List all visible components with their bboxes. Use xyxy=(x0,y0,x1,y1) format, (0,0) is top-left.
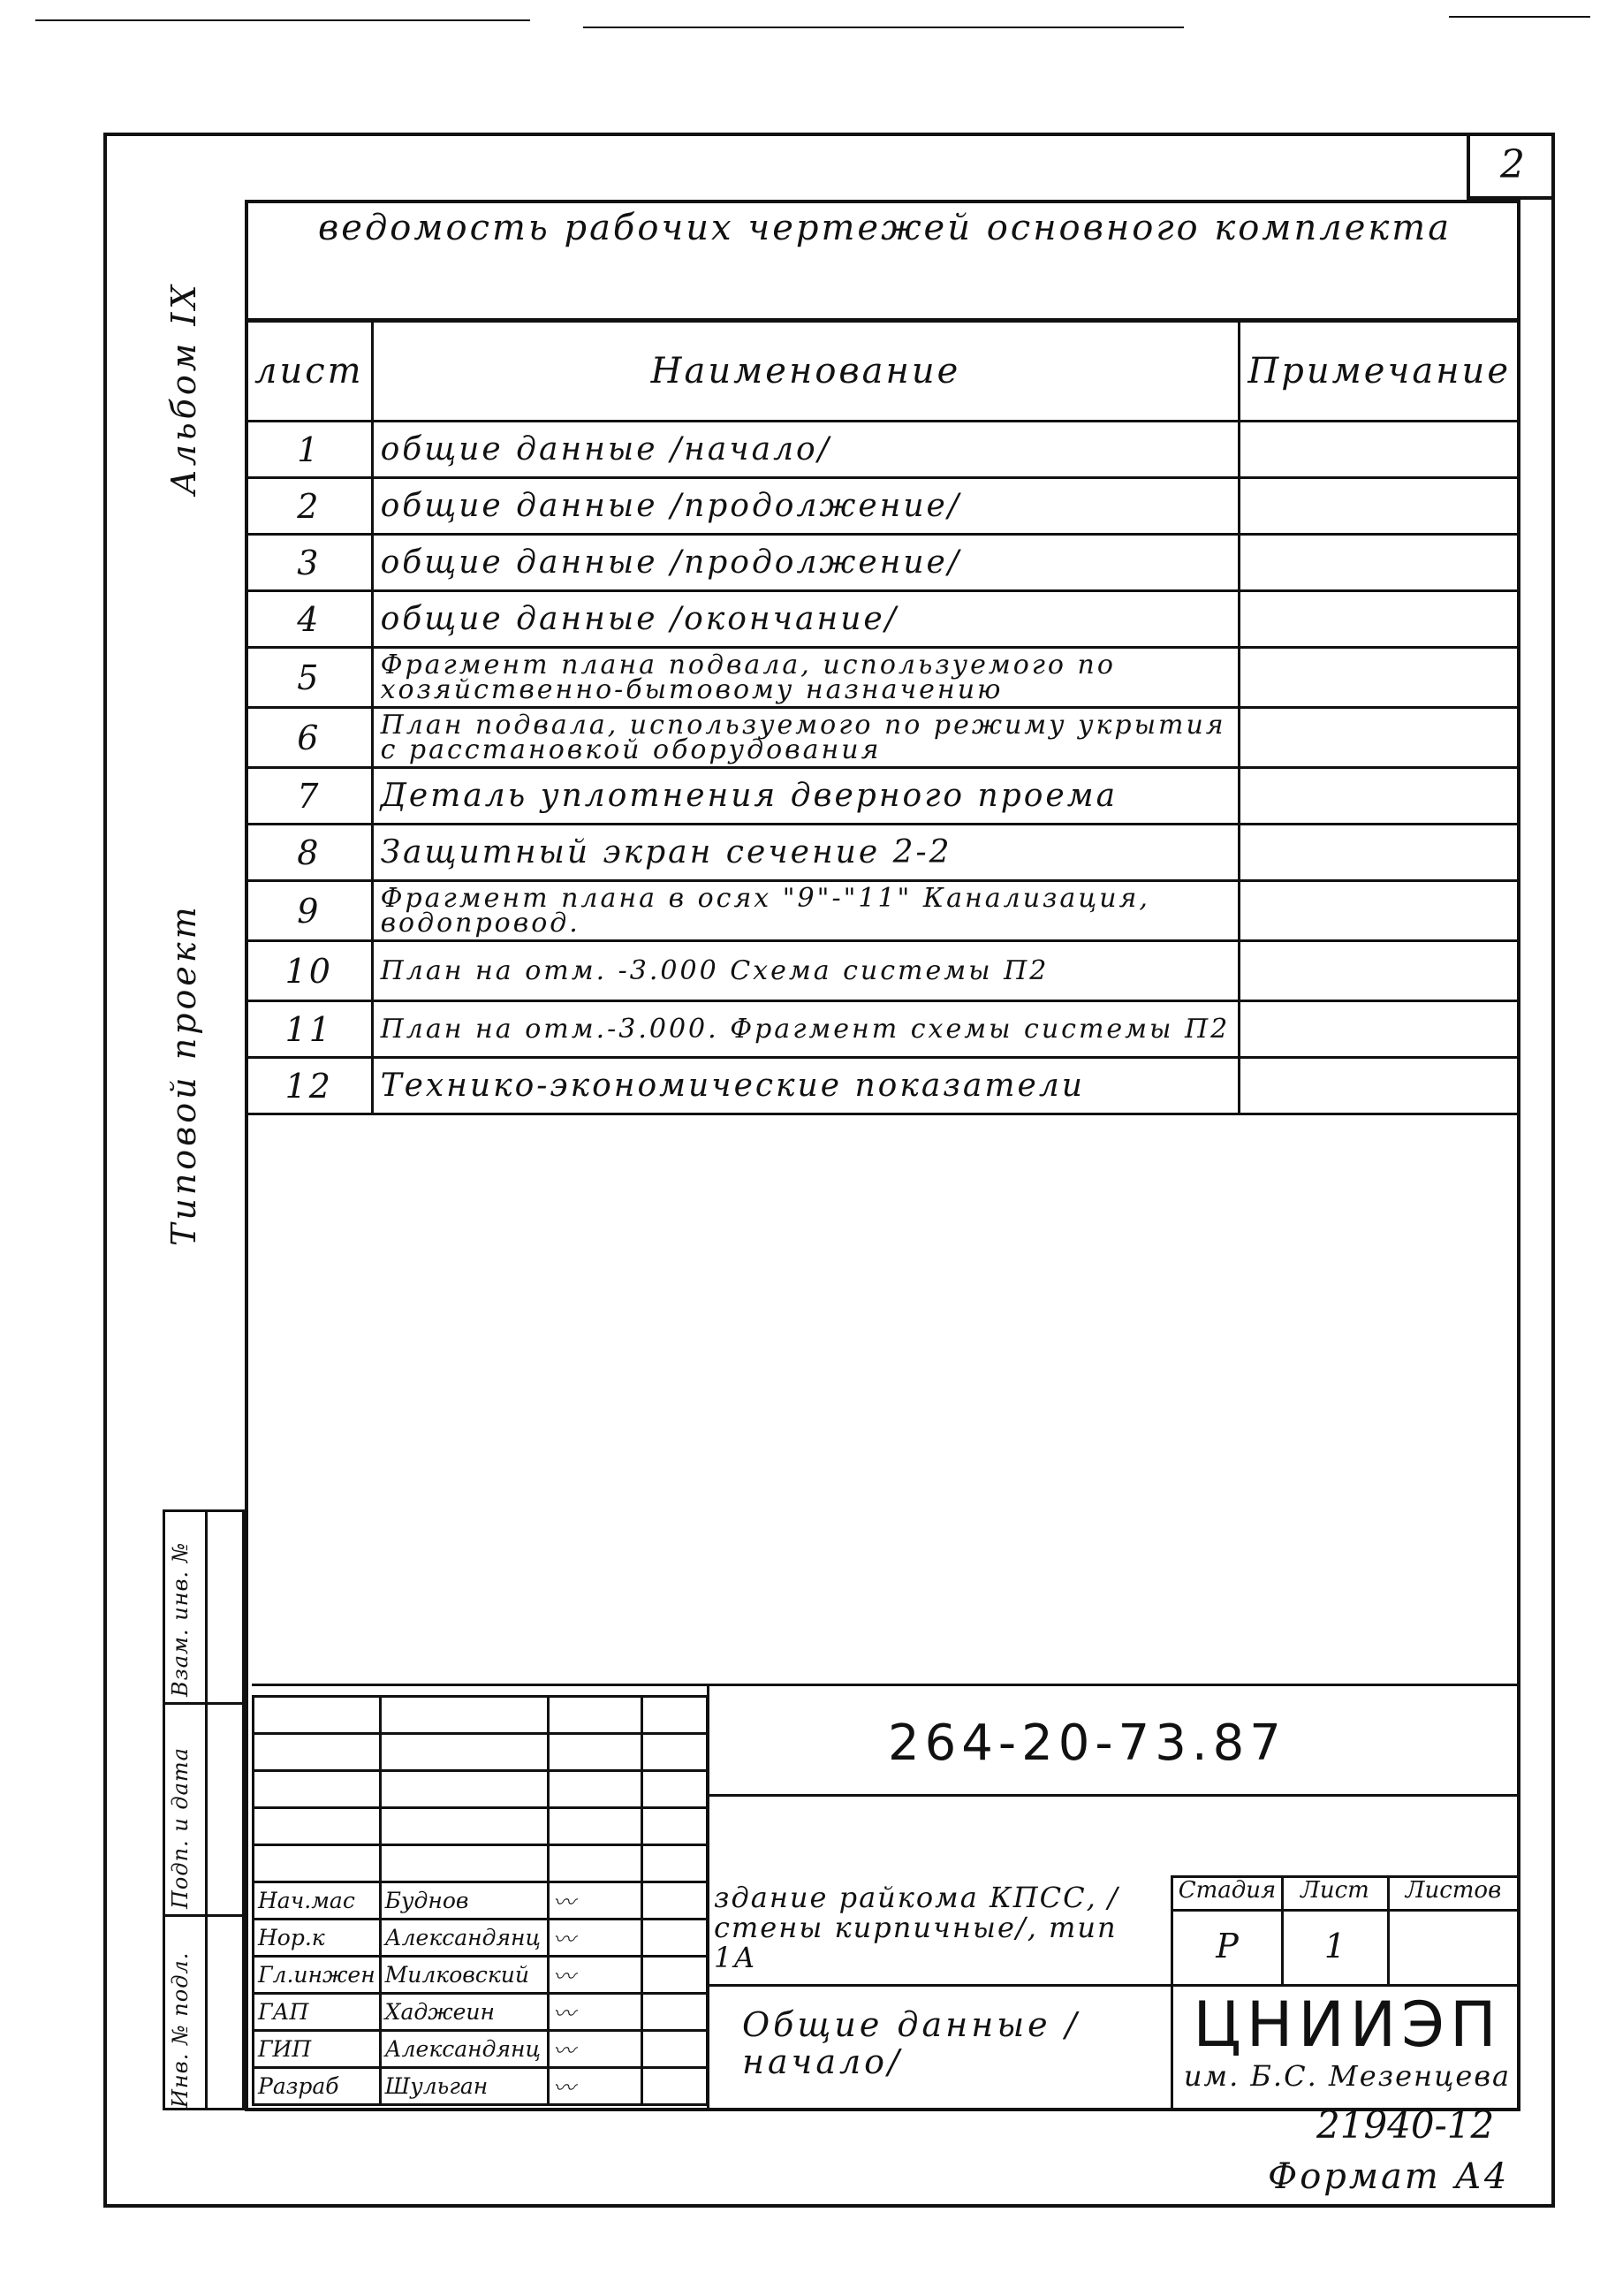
drawings-list-table xyxy=(245,320,1520,1115)
stamp-top-line xyxy=(252,1684,1520,1686)
row-name: Технико-экономические показатели xyxy=(372,1058,1240,1114)
stamp-blank-row xyxy=(254,1771,708,1808)
row-num: 1 xyxy=(246,422,373,478)
album-label: Альбом IX xyxy=(164,281,203,495)
table-row xyxy=(246,535,1520,591)
role: Нор.к xyxy=(254,1920,381,1957)
inventory-number: 21940-12 xyxy=(1316,2103,1495,2147)
row-note xyxy=(1240,535,1520,591)
signature-row xyxy=(254,1957,708,1994)
signature: 〰 xyxy=(548,1882,641,1920)
signature: 〰 xyxy=(548,2031,641,2068)
person-name: Хаджеин xyxy=(380,1994,548,2031)
row-name: общие данные /окончание/ xyxy=(372,591,1240,648)
stamp-blank-row xyxy=(254,1845,708,1882)
row-name: общие данные /продолжение/ xyxy=(372,478,1240,535)
signature: 〰 xyxy=(548,2068,641,2105)
row-note xyxy=(1240,1001,1520,1058)
strip-label-replace: Взам. инв. № xyxy=(168,1541,193,1697)
row-num: 11 xyxy=(246,1001,373,1058)
row-name: План на отм.-3.000. Фрагмент схемы системы П2 xyxy=(372,1001,1240,1058)
stamp-line xyxy=(1171,1984,1173,2111)
role: Нач.мас xyxy=(254,1882,381,1920)
person-name: Александянц xyxy=(380,2031,548,2068)
row-num: 2 xyxy=(246,478,373,535)
strip-divider xyxy=(205,1512,208,2108)
sheet-title: ведомость рабочих чертежей основного комплекта xyxy=(318,208,1452,248)
table-row xyxy=(246,1058,1520,1114)
signature-row xyxy=(254,1882,708,1920)
row-name: Фрагмент плана подвала, используемого по хозяйственно-бытовому назначению xyxy=(372,648,1240,708)
row-name: общие данные /продолжение/ xyxy=(372,535,1240,591)
header-note: Примечание xyxy=(1240,322,1520,422)
table-row xyxy=(246,768,1520,825)
row-note xyxy=(1240,881,1520,941)
row-num: 10 xyxy=(246,941,373,1001)
scan-line xyxy=(1449,16,1590,18)
row-name: План на отм. -3.000 Схема системы П2 xyxy=(372,941,1240,1001)
table-row xyxy=(246,708,1520,768)
signature: 〰 xyxy=(548,1920,641,1957)
strip-divider xyxy=(165,1914,242,1917)
row-name: План подвала, используемого по режиму укрытия с расстановкой оборудования xyxy=(372,708,1240,768)
document-code: 264-20-73.87 xyxy=(888,1714,1286,1772)
stage-value: Р xyxy=(1216,1927,1239,1965)
row-num: 12 xyxy=(246,1058,373,1114)
stamp-blank-row xyxy=(254,1734,708,1771)
role: Разраб xyxy=(254,2068,381,2105)
building-name: здание райкома КПСС, /стены кирпичные/, тип 1А xyxy=(714,1881,1119,1974)
signature-row xyxy=(254,2068,708,2105)
row-note xyxy=(1240,708,1520,768)
strip-label-inv: Инв. № подл. xyxy=(168,1951,193,2108)
scan-line xyxy=(35,19,530,21)
row-note xyxy=(1240,768,1520,825)
signature-row xyxy=(254,1920,708,1957)
row-num: 3 xyxy=(246,535,373,591)
strip-divider xyxy=(165,1702,242,1705)
row-note xyxy=(1240,478,1520,535)
table-row xyxy=(246,941,1520,1001)
sheet-name: Общие данные /начало/ xyxy=(742,2005,1081,2081)
person-name: Буднов xyxy=(380,1882,548,1920)
sheets-label: Листов xyxy=(1405,1877,1502,1904)
role: Гл.инжен xyxy=(254,1957,381,1994)
row-note xyxy=(1240,825,1520,881)
table-row xyxy=(246,422,1520,478)
row-num: 5 xyxy=(246,648,373,708)
row-name: общие данные /начало/ xyxy=(372,422,1240,478)
format-label: Формат А4 xyxy=(1268,2156,1510,2197)
page-number: 2 xyxy=(1467,133,1555,200)
signature: 〰 xyxy=(548,1957,641,1994)
signature-row xyxy=(254,2031,708,2068)
strip-label-date: Подп. и дата xyxy=(168,1747,193,1909)
project-label: Типовой проект xyxy=(164,903,203,1246)
table-row xyxy=(246,1001,1520,1058)
scan-line xyxy=(583,27,1184,28)
row-num: 7 xyxy=(246,768,373,825)
stamp-line xyxy=(707,1794,1520,1797)
person-name: Александянц xyxy=(380,1920,548,1957)
sheet-value: 1 xyxy=(1323,1927,1346,1965)
table-row xyxy=(246,478,1520,535)
row-note xyxy=(1240,591,1520,648)
stamp-line xyxy=(1387,1875,1390,1986)
signatures-table xyxy=(252,1695,709,2106)
row-num: 8 xyxy=(246,825,373,881)
role: ГИП xyxy=(254,2031,381,2068)
stamp-blank-row xyxy=(254,1697,708,1734)
person-name: Милковский xyxy=(380,1957,548,1994)
stamp-line xyxy=(1171,1909,1520,1912)
stamp-line xyxy=(1171,1875,1173,1986)
row-num: 6 xyxy=(246,708,373,768)
header-name: Наименование xyxy=(372,322,1240,422)
table-header xyxy=(246,322,1520,422)
table-row xyxy=(246,648,1520,708)
header-sheet: лист xyxy=(246,322,373,422)
signature: 〰 xyxy=(548,1994,641,2031)
stamp-line xyxy=(707,1984,1520,1987)
table-row xyxy=(246,825,1520,881)
row-name: Деталь уплотнения дверного проема xyxy=(372,768,1240,825)
stamp-blank-row xyxy=(254,1808,708,1845)
row-name: Фрагмент плана в осях "9"-"11" Канализация, водопровод. xyxy=(372,881,1240,941)
row-name: Защитный экран сечение 2-2 xyxy=(372,825,1240,881)
row-num: 9 xyxy=(246,881,373,941)
stamp-line xyxy=(1281,1875,1284,1986)
organization-logo: ЦНИИЭП xyxy=(1193,1988,1502,2061)
stage-label: Стадия xyxy=(1178,1877,1277,1904)
signature-row xyxy=(254,1994,708,2031)
row-note xyxy=(1240,422,1520,478)
table-row xyxy=(246,591,1520,648)
row-note xyxy=(1240,1058,1520,1114)
role: ГАП xyxy=(254,1994,381,2031)
row-note xyxy=(1240,648,1520,708)
sheet-label: Лист xyxy=(1300,1877,1369,1904)
row-num: 4 xyxy=(246,591,373,648)
organization-sub: им. Б.С. Мезенцева xyxy=(1183,2059,1512,2093)
row-note xyxy=(1240,941,1520,1001)
person-name: Шульган xyxy=(380,2068,548,2105)
table-row xyxy=(246,881,1520,941)
